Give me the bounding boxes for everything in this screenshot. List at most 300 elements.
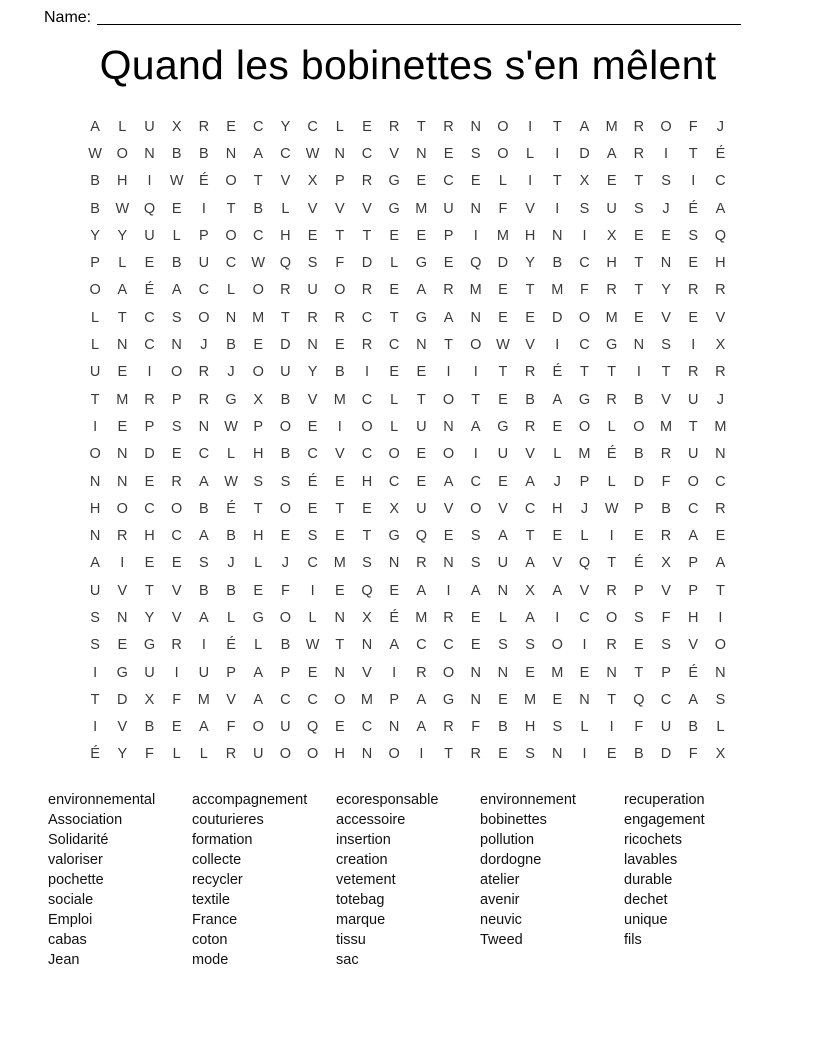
word-item: environnemental: [48, 792, 156, 809]
grid-row: [82, 468, 735, 495]
grid-letter: E: [334, 719, 345, 736]
grid-letter: M: [496, 227, 509, 244]
grid-letter: R: [171, 637, 182, 654]
grid-letter: J: [716, 118, 725, 135]
word-item: dechet: [624, 892, 668, 909]
word-item: engagement: [624, 812, 705, 829]
grid-letter: L: [607, 473, 616, 490]
word-item: durable: [624, 872, 673, 889]
grid-letter: C: [144, 500, 155, 517]
grid-letter: H: [552, 500, 563, 517]
word-item: neuvic: [480, 912, 522, 929]
grid-letter: O: [89, 446, 101, 463]
grid-letter: J: [553, 473, 561, 490]
grid-letter: P: [661, 664, 671, 681]
grid-row: [82, 331, 735, 358]
grid-letter: É: [226, 500, 236, 517]
grid-letter: E: [389, 227, 399, 244]
word-item: sociale: [48, 892, 94, 909]
grid-letter: M: [578, 446, 591, 463]
grid-letter: V: [362, 200, 372, 217]
grid-letter: V: [498, 500, 508, 517]
grid-letter: T: [117, 309, 127, 326]
grid-letter: G: [388, 173, 400, 190]
grid-letter: C: [361, 391, 373, 408]
grid-letter: E: [416, 173, 427, 190]
grid-letter: E: [144, 255, 155, 272]
grid-letter: G: [388, 528, 400, 545]
grid-letter: P: [199, 227, 209, 244]
grid-letter: E: [498, 473, 508, 490]
grid-letter: O: [442, 391, 455, 408]
grid-row: [82, 249, 735, 276]
grid-letter: C: [280, 691, 291, 708]
grid-letter: R: [388, 118, 400, 135]
grid-letter: E: [498, 691, 508, 708]
grid-letter: W: [305, 145, 320, 162]
grid-letter: O: [171, 500, 183, 517]
grid-letter: B: [334, 364, 345, 381]
grid-letter: W: [305, 637, 320, 654]
grid-letter: T: [416, 391, 426, 408]
grid-letter: N: [117, 473, 128, 490]
grid-letter: I: [555, 145, 560, 162]
grid-letter: N: [660, 255, 672, 272]
grid-letter: T: [580, 364, 589, 381]
grid-row: [82, 604, 735, 631]
grid-letter: O: [578, 418, 591, 435]
grid-letter: I: [609, 528, 614, 545]
grid-letter: E: [525, 309, 535, 326]
grid-letter: N: [443, 555, 454, 572]
grid-letter: H: [524, 227, 536, 244]
word-item: France: [192, 912, 238, 929]
grid-letter: L: [498, 173, 507, 190]
grid-letter: S: [199, 555, 209, 572]
grid-letter: H: [715, 255, 726, 272]
grid-letter: E: [117, 637, 128, 654]
grid-letter: C: [388, 473, 400, 490]
grid-letter: B: [280, 391, 291, 408]
grid-letter: N: [388, 555, 400, 572]
grid-letter: B: [552, 255, 563, 272]
grid-letter: I: [636, 364, 641, 381]
grid-letter: T: [634, 664, 644, 681]
grid-letter: L: [281, 200, 290, 217]
grid-letter: N: [307, 337, 318, 354]
grid-letter: S: [634, 609, 644, 626]
grid-letter: V: [525, 200, 535, 217]
grid-letter: F: [580, 282, 589, 299]
grid-letter: A: [470, 418, 481, 435]
word-item: valoriser: [48, 852, 103, 869]
grid-letter: L: [254, 637, 263, 654]
grid-letter: O: [361, 418, 373, 435]
grid-letter: G: [578, 391, 591, 408]
word-item: unique: [624, 912, 668, 929]
grid-letter: E: [307, 664, 318, 681]
grid-letter: E: [688, 309, 699, 326]
grid-letter: F: [226, 719, 236, 736]
grid-letter: S: [525, 746, 535, 763]
word-item: coton: [192, 932, 228, 949]
grid-letter: É: [389, 609, 399, 626]
grid-letter: I: [582, 227, 587, 244]
grid-letter: I: [93, 664, 98, 681]
grid-letter: U: [144, 118, 155, 135]
grid-letter: N: [388, 719, 400, 736]
grid-letter: S: [470, 528, 481, 545]
grid-letter: F: [498, 200, 508, 217]
grid-letter: G: [497, 418, 509, 435]
grid-letter: X: [307, 173, 318, 190]
grid-letter: Q: [633, 691, 645, 708]
grid-letter: E: [334, 528, 345, 545]
grid-letter: T: [335, 637, 345, 654]
grid-letter: L: [172, 746, 181, 763]
grid-letter: É: [606, 446, 617, 463]
grid-letter: S: [661, 637, 671, 654]
grid-letter: S: [715, 691, 726, 708]
grid-letter: N: [470, 200, 481, 217]
grid-letter: É: [552, 364, 563, 381]
grid-row: [82, 441, 735, 468]
grid-letter: E: [117, 418, 128, 435]
grid-letter: I: [147, 364, 152, 381]
grid-letter: E: [307, 227, 318, 244]
grid-letter: U: [416, 500, 427, 517]
grid-letter: O: [334, 691, 346, 708]
grid-row: [82, 113, 735, 140]
grid-letter: I: [528, 173, 533, 190]
grid-letter: N: [89, 528, 101, 545]
grid-letter: V: [715, 309, 726, 326]
grid-letter: E: [226, 118, 236, 135]
grid-letter: T: [362, 528, 372, 545]
grid-letter: P: [579, 473, 590, 490]
grid-letter: I: [174, 664, 179, 681]
grid-letter: C: [687, 500, 699, 517]
grid-letter: F: [145, 746, 154, 763]
grid-letter: C: [307, 446, 318, 463]
grid-letter: I: [392, 664, 397, 681]
grid-letter: T: [607, 555, 617, 572]
grid-letter: E: [171, 446, 182, 463]
grid-letter: Y: [661, 282, 671, 299]
grid-letter: R: [660, 446, 672, 463]
word-item: insertion: [336, 832, 391, 849]
grid-letter: T: [634, 173, 644, 190]
grid-letter: P: [688, 582, 699, 599]
grid-letter: E: [552, 691, 563, 708]
grid-letter: I: [147, 173, 152, 190]
grid-letter: F: [471, 719, 481, 736]
word-column: [48, 790, 192, 970]
name-label: Name:: [44, 9, 92, 26]
grid-letter: E: [416, 473, 427, 490]
grid-letter: V: [307, 200, 318, 217]
grid-letter: N: [334, 664, 346, 681]
grid-letter: A: [416, 691, 427, 708]
grid-letter: E: [334, 582, 345, 599]
grid-letter: V: [443, 500, 454, 517]
grid-letter: L: [118, 118, 127, 135]
grid-letter: Q: [415, 528, 427, 545]
grid-letter: E: [117, 364, 128, 381]
grid-letter: A: [525, 609, 535, 626]
grid-letter: S: [362, 555, 372, 572]
word-item: Solidarité: [48, 832, 109, 849]
grid-letter: É: [199, 173, 209, 190]
grid-letter: D: [660, 746, 672, 763]
grid-letter: I: [691, 173, 696, 190]
grid-letter: O: [388, 446, 400, 463]
grid-letter: U: [687, 446, 699, 463]
grid-letter: V: [661, 391, 671, 408]
grid-letter: C: [579, 255, 590, 272]
grid-letter: R: [334, 309, 346, 326]
grid-letter: Y: [280, 118, 291, 135]
grid-letter: V: [171, 582, 182, 599]
grid-letter: I: [691, 337, 696, 354]
word-item: tissu: [336, 932, 366, 949]
grid-letter: C: [252, 227, 264, 244]
grid-letter: L: [390, 418, 399, 435]
word-item: Association: [48, 812, 123, 829]
grid-letter: H: [687, 609, 699, 626]
grid-letter: É: [715, 145, 726, 162]
word-item: collecte: [192, 852, 242, 869]
grid-letter: E: [389, 282, 399, 299]
grid-letter: V: [362, 664, 372, 681]
grid-letter: G: [415, 309, 427, 326]
grid-letter: E: [280, 528, 291, 545]
word-item: couturieres: [192, 812, 264, 829]
grid-letter: O: [470, 500, 482, 517]
grid-letter: X: [525, 582, 535, 599]
grid-letter: N: [443, 418, 454, 435]
grid-letter: T: [552, 173, 562, 190]
grid-letter: É: [226, 637, 236, 654]
word-item: vetement: [336, 872, 396, 889]
grid-letter: G: [606, 337, 618, 354]
grid-letter: Y: [307, 364, 318, 381]
word-column: [336, 790, 480, 970]
grid-letter: S: [307, 528, 318, 545]
word-item: Tweed: [480, 932, 523, 949]
grid-letter: A: [443, 473, 454, 490]
grid-letter: P: [90, 255, 100, 272]
grid-letter: H: [117, 173, 128, 190]
grid-letter: M: [469, 282, 482, 299]
grid-letter: R: [361, 337, 373, 354]
grid-letter: T: [389, 309, 399, 326]
grid-letter: A: [498, 528, 508, 545]
grid-letter: O: [89, 282, 101, 299]
grid-letter: X: [171, 118, 182, 135]
grid-letter: E: [389, 582, 399, 599]
grid-letter: R: [443, 118, 454, 135]
grid-letter: C: [225, 255, 237, 272]
grid-letter: A: [552, 582, 563, 599]
grid-letter: M: [551, 282, 564, 299]
grid-letter: H: [334, 746, 346, 763]
grid-letter: N: [225, 145, 237, 162]
grid-letter: G: [415, 255, 427, 272]
grid-letter: O: [442, 446, 455, 463]
word-item: dordogne: [480, 852, 542, 869]
grid-letter: O: [470, 337, 482, 354]
grid-letter: E: [362, 500, 372, 517]
grid-letter: A: [552, 391, 563, 408]
grid-letter: S: [253, 473, 264, 490]
grid-letter: L: [254, 555, 263, 572]
grid-letter: M: [116, 391, 129, 408]
grid-letter: I: [555, 200, 560, 217]
grid-letter: V: [661, 309, 671, 326]
grid-letter: R: [361, 282, 373, 299]
grid-letter: I: [364, 364, 369, 381]
grid-letter: T: [253, 500, 263, 517]
grid-letter: N: [117, 446, 128, 463]
grid-letter: N: [198, 418, 210, 435]
grid-letter: M: [605, 309, 618, 326]
grid-letter: R: [606, 582, 617, 599]
word-item: pollution: [480, 832, 535, 849]
grid-letter: É: [307, 473, 318, 490]
grid-letter: B: [688, 719, 699, 736]
word-item: Jean: [48, 952, 80, 969]
grid-letter: U: [497, 446, 509, 463]
grid-letter: T: [280, 309, 290, 326]
grid-letter: B: [253, 200, 264, 217]
grid-letter: S: [661, 337, 671, 354]
grid-letter: P: [443, 227, 454, 244]
grid-letter: V: [688, 637, 699, 654]
grid-letter: X: [661, 555, 671, 572]
grid-letter: T: [715, 582, 725, 599]
grid-letter: U: [144, 227, 155, 244]
grid-letter: I: [473, 364, 478, 381]
grid-letter: S: [171, 418, 182, 435]
grid-letter: S: [90, 637, 100, 654]
grid-letter: A: [416, 582, 427, 599]
grid-letter: F: [661, 473, 671, 490]
grid-letter: B: [226, 582, 236, 599]
grid-letter: G: [116, 664, 128, 681]
grid-letter: S: [470, 145, 481, 162]
grid-letter: U: [198, 255, 210, 272]
grid-letter: M: [360, 691, 374, 708]
grid-letter: E: [470, 609, 481, 626]
grid-letter: C: [252, 118, 264, 135]
word-item: bobinettes: [480, 812, 547, 829]
grid-row: [82, 741, 735, 768]
grid-letter: D: [633, 473, 645, 490]
grid-letter: M: [415, 609, 428, 626]
grid-letter: V: [117, 582, 128, 599]
grid-letter: E: [171, 719, 182, 736]
grid-letter: I: [582, 746, 587, 763]
grid-letter: L: [716, 719, 725, 736]
grid-letter: E: [443, 145, 454, 162]
grid-letter: E: [634, 309, 644, 326]
grid-letter: W: [496, 337, 510, 354]
word-item: recuperation: [624, 792, 705, 809]
grid-letter: N: [552, 746, 563, 763]
grid-letter: M: [551, 664, 564, 681]
grid-letter: F: [688, 118, 698, 135]
grid-letter: A: [199, 719, 209, 736]
grid-letter: N: [361, 637, 373, 654]
grid-letter: N: [633, 337, 645, 354]
grid-letter: C: [361, 446, 373, 463]
grid-letter: G: [388, 200, 400, 217]
grid-letter: O: [116, 145, 128, 162]
grid-letter: A: [199, 473, 209, 490]
grid-letter: H: [280, 227, 291, 244]
grid-letter: R: [524, 418, 536, 435]
grid-letter: I: [555, 609, 560, 626]
grid-letter: N: [171, 337, 182, 354]
grid-letter: M: [197, 691, 210, 708]
grid-letter: V: [280, 173, 291, 190]
grid-letter: R: [117, 528, 128, 545]
grid-letter: W: [251, 255, 266, 272]
word-item: atelier: [480, 872, 520, 889]
grid-letter: O: [225, 227, 237, 244]
grid-letter: A: [715, 555, 726, 572]
grid-letter: T: [90, 691, 100, 708]
grid-letter: R: [307, 309, 318, 326]
grid-letter: U: [89, 582, 101, 599]
grid-letter: E: [552, 528, 563, 545]
grid-letter: M: [333, 555, 346, 572]
grid-letter: T: [661, 364, 671, 381]
grid-letter: T: [362, 227, 372, 244]
grid-letter: B: [199, 145, 209, 162]
word-item: sac: [336, 952, 359, 969]
grid-letter: Y: [144, 609, 155, 626]
grid-letter: D: [117, 691, 128, 708]
grid-letter: C: [361, 145, 373, 162]
grid-letter: E: [253, 337, 264, 354]
grid-letter: T: [634, 255, 644, 272]
grid-letter: Q: [470, 255, 482, 272]
grid-letter: S: [552, 719, 563, 736]
grid-letter: B: [634, 391, 644, 408]
grid-letter: N: [225, 309, 237, 326]
name-field-row: [44, 8, 741, 27]
grid-letter: B: [498, 719, 508, 736]
grid-row: [82, 550, 735, 577]
grid-letter: I: [555, 337, 560, 354]
grid-letter: S: [661, 173, 671, 190]
grid-letter: E: [470, 173, 481, 190]
grid-letter: Q: [578, 555, 591, 572]
grid-letter: X: [715, 746, 726, 763]
grid-letter: A: [117, 282, 128, 299]
grid-letter: E: [525, 664, 535, 681]
grid-letter: V: [389, 145, 399, 162]
grid-letter: N: [470, 118, 481, 135]
grid-letter: V: [171, 609, 182, 626]
grid-letter: R: [715, 364, 726, 381]
grid-letter: B: [661, 500, 671, 517]
grid-letter: I: [473, 446, 478, 463]
grid-letter: J: [227, 555, 235, 572]
grid-letter: X: [144, 691, 155, 708]
